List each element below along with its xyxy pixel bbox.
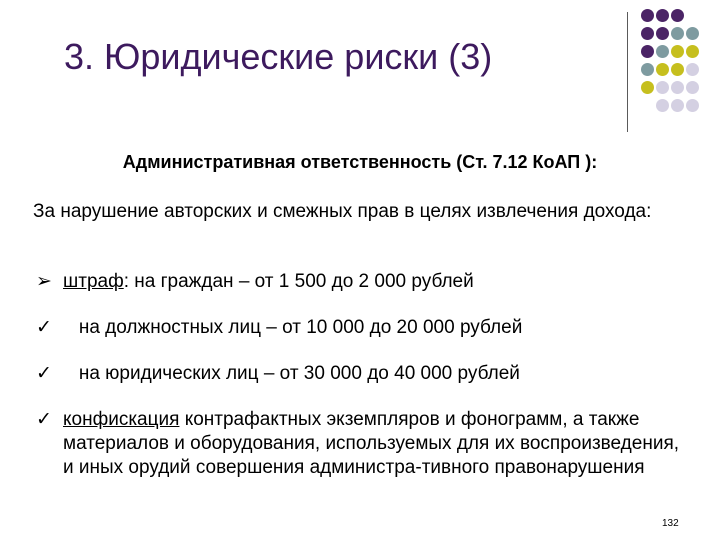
decorative-dot bbox=[656, 27, 669, 40]
divider-line bbox=[627, 12, 628, 132]
decorative-dot bbox=[671, 27, 684, 40]
slide-subtitle: Административная ответственность (Ст. 7.12 КоАП ): bbox=[122, 152, 598, 172]
decorative-dot bbox=[656, 45, 669, 58]
decorative-dot bbox=[641, 45, 654, 58]
bullet-text: : на граждан – от 1 500 до 2 000 рублей bbox=[123, 271, 474, 292]
bullet-text: контрафактных экземпляров и фонограмм, а также материалов и оборудования, используемых для их воспроизведения, и иных орудий совершения администра-тивного правонарушения bbox=[63, 409, 680, 478]
decorative-dot bbox=[671, 9, 684, 22]
bullet-text: на должностных лиц – от 10 000 до 20 000 рублей bbox=[63, 317, 523, 338]
decorative-dot bbox=[671, 81, 684, 94]
bullet-keyword-fine: штраф bbox=[63, 271, 124, 292]
decorative-dot bbox=[641, 81, 654, 94]
decorative-dot bbox=[671, 63, 684, 76]
intro-paragraph: За нарушение авторских и смежных прав в целях извлечения дохода: bbox=[33, 201, 652, 222]
check-bullet-icon: ✓ bbox=[36, 409, 52, 430]
arrow-bullet-icon: ➢ bbox=[36, 271, 52, 292]
decorative-dot bbox=[686, 45, 699, 58]
decorative-dot bbox=[641, 9, 654, 22]
decorative-dot bbox=[656, 9, 669, 22]
page-number: 132 bbox=[662, 518, 679, 529]
decorative-dot bbox=[656, 63, 669, 76]
decorative-dot bbox=[671, 99, 684, 112]
decorative-dot bbox=[656, 99, 669, 112]
bullet-keyword-confiscation: конфискация bbox=[63, 409, 180, 430]
check-bullet-icon: ✓ bbox=[36, 363, 52, 384]
decorative-dot bbox=[686, 99, 699, 112]
decorative-dot bbox=[671, 45, 684, 58]
check-bullet-icon: ✓ bbox=[36, 317, 52, 338]
decorative-dot bbox=[641, 63, 654, 76]
decorative-dot bbox=[686, 81, 699, 94]
decorative-dot bbox=[686, 63, 699, 76]
decorative-dot bbox=[641, 27, 654, 40]
slide-title: 3. Юридические риски (3) bbox=[64, 36, 493, 77]
decorative-dots bbox=[641, 9, 720, 121]
decorative-dot bbox=[656, 81, 669, 94]
decorative-dot bbox=[686, 27, 699, 40]
bullet-text: на юридических лиц – от 30 000 до 40 000 рублей bbox=[63, 363, 520, 384]
